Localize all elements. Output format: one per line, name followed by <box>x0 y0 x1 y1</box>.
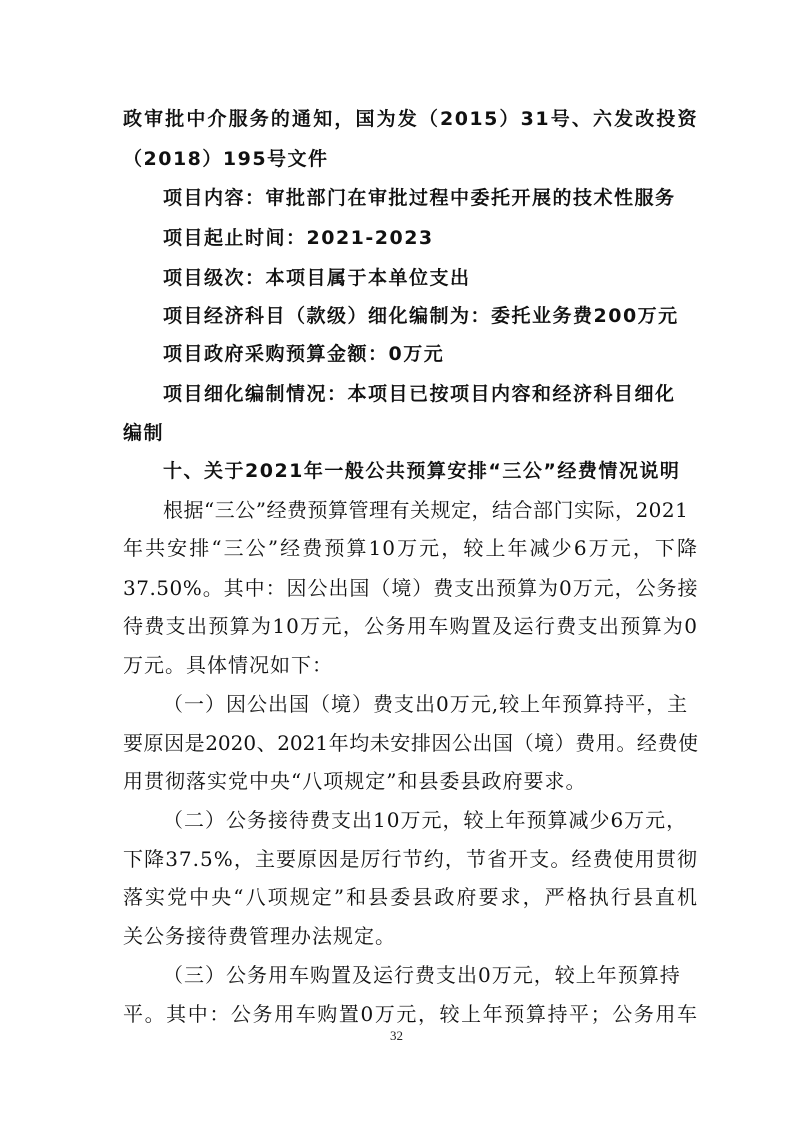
page-number: 32 <box>390 1028 403 1043</box>
text-line: （2018）195号文件 <box>123 148 329 170</box>
text-line: 编制 <box>123 422 165 444</box>
text-line: 政审批中介服务的通知，国为发（2015）31号、六发改投资 <box>123 108 698 130</box>
text-line: （二）公务接待费支出10万元，较上年预算减少6万元， <box>163 808 688 832</box>
text-line: 项目细化编制情况：本项目已按项目内容和经济科目细化 <box>163 383 676 405</box>
text-line: 项目内容：审批部门在审批过程中委托开展的技术性服务 <box>163 187 676 209</box>
text-line: 待费支出预算为10万元，公务用车购置及运行费支出预算为0 <box>123 614 698 638</box>
text-line: 平。其中：公务用车购置0万元，较上年预算持平；公务用车 <box>123 1002 698 1026</box>
text-line: 37.50%。其中：因公出国（境）费支出预算为0万元，公务接 <box>123 576 698 600</box>
text-line: 要原因是2020、2021年均未安排因公出国（境）费用。经费使 <box>123 731 698 755</box>
text-line: 根据“三公”经费预算管理有关规定，结合部门实际，2021 <box>163 498 689 522</box>
text-line: （一）因公出国（境）费支出0万元,较上年预算持平，主 <box>163 692 689 716</box>
text-line: 用贯彻落实党中央“八项规定”和县委县政府要求。 <box>123 769 587 793</box>
text-line: 下降37.5%，主要原因是厉行节约，节省开支。经费使用贯彻 <box>123 847 698 871</box>
text-line: 项目政府采购预算金额：0万元 <box>163 343 445 365</box>
text-line: 落实党中央“八项规定”和县委县政府要求，严格执行县直机 <box>123 885 698 909</box>
text-line: 关公务接待费管理办法规定。 <box>123 924 396 948</box>
text-line: 项目经济科目（款级）细化编制为：委托业务费200万元 <box>163 305 679 327</box>
text-line: 项目起止时间：2021-2023 <box>163 227 434 249</box>
text-line: （三）公务用车购置及运行费支出0万元，较上年预算持 <box>163 963 681 987</box>
section-heading: 十、关于2021年一般公共预算安排“三公”经费情况说明 <box>163 460 681 482</box>
text-line: 年共安排“三公”经费预算10万元，较上年减少6万元，下降 <box>123 536 698 560</box>
text-line: 项目级次：本项目属于本单位支出 <box>163 267 471 289</box>
text-line: 万元。具体情况如下： <box>123 653 333 677</box>
